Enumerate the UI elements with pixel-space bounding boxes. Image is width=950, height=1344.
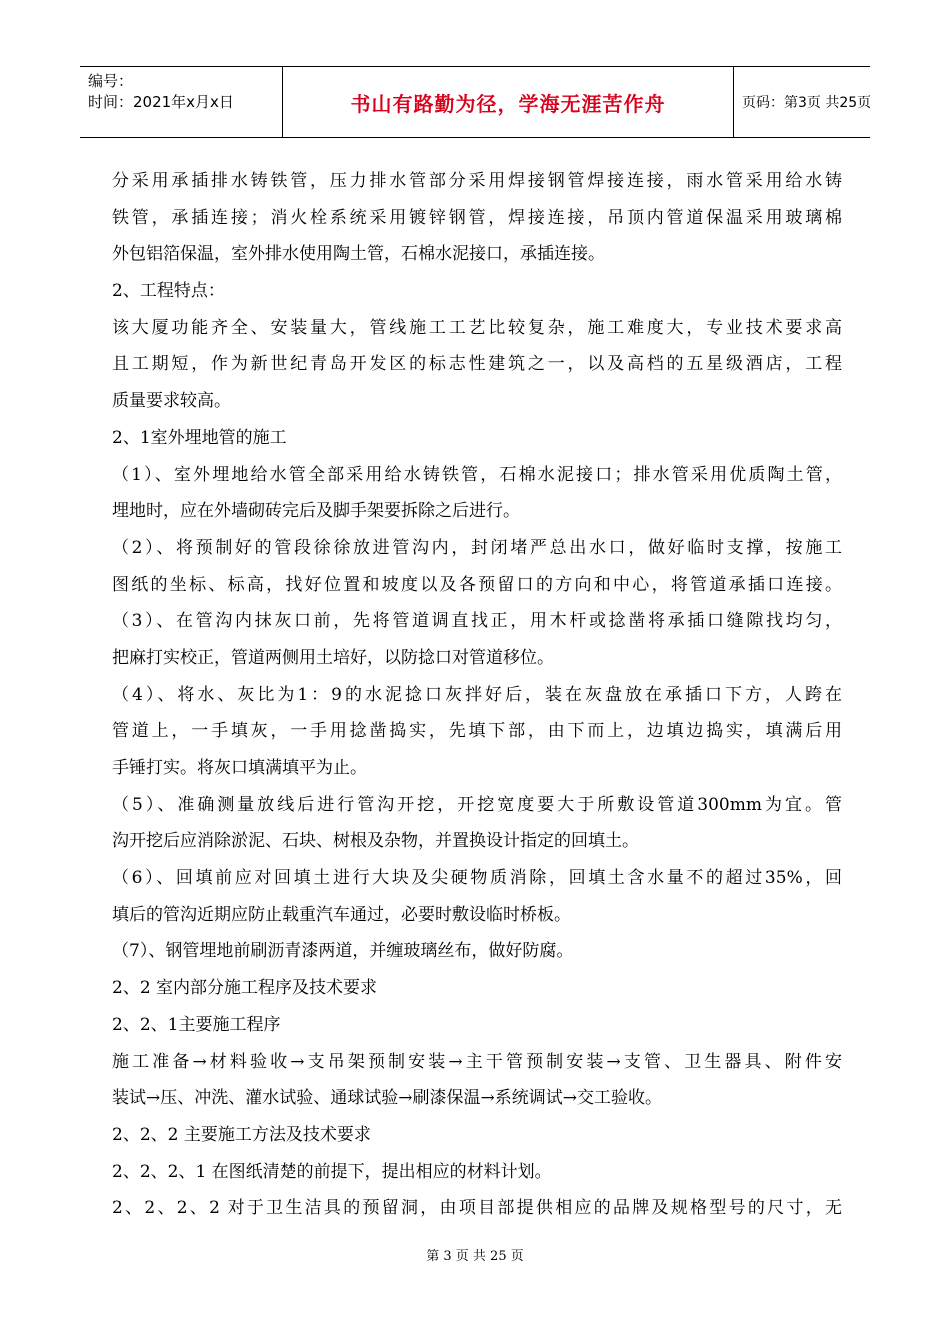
document-number-label: 编号： [88, 72, 134, 90]
body-line: 铁管，承插连接；消火栓系统采用镀锌钢管，焊接连接，吊顶内管道保温采用玻璃棉 [112, 207, 842, 228]
body-line: 沟开挖后应消除淤泥、石块、树根及杂物，并置换设计指定的回填土。 [112, 831, 639, 852]
body-line: 管道上，一手填灰，一手用捻凿捣实，先填下部，由下而上，边填边捣实，填满后用 [112, 721, 842, 742]
header-page-cell [734, 67, 870, 137]
body-line: 质量要求较高。 [112, 391, 231, 412]
body-line: 该大厦功能齐全、安装量大，管线施工工艺比较复杂，施工难度大，专业技术要求高 [112, 317, 842, 338]
body-line: 2、工程特点： [112, 281, 225, 302]
body-line: 2、2 室内部分施工程序及技术要求 [112, 978, 378, 999]
body-line: 手锤打实。将灰口填满填平为止。 [112, 758, 367, 778]
body-line: 且工期短，作为新世纪青岛开发区的标志性建筑之一，以及高档的五星级酒店，工程 [112, 354, 842, 375]
body-line: （1）、室外埋地给水管全部采用给水铸铁管，石棉水泥接口；排水管采用优质陶土管， [112, 464, 842, 485]
body-line: 图纸的坐标、标高，找好位置和坡度以及各预留口的方向和中心，将管道承插口连接。 [112, 574, 842, 595]
page-number-label: 页码：第3页 共25页 [742, 95, 872, 111]
body-line: 填后的管沟近期应防止载重汽车通过，必要时敷设临时桥板。 [112, 904, 571, 925]
body-line: （4）、将水、灰比为1：9的水泥捻口灰拌好后，装在灰盘放在承插口下方，人跨在 [112, 684, 842, 705]
body-line: （7）、钢管埋地前刷沥青漆两道，并缠玻璃丝布，做好防腐。 [112, 941, 574, 962]
body-line: 把麻打实校正，管道两侧用土培好，以防捻口对管道移位。 [112, 647, 554, 668]
body-line: 2、2、2 主要施工方法及技术要求 [112, 1124, 371, 1145]
body-line: 外包铝箔保温，室外排水使用陶土管，石棉水泥接口，承插连接。 [112, 244, 605, 265]
body-line: （2）、将预制好的管段徐徐放进管沟内，封闭堵严总出水口，做好临时支撑，按施工 [112, 537, 842, 558]
document-body [112, 163, 842, 1227]
body-line: 2、2、2、1 在图纸清楚的前提下，提出相应的材料计划。 [112, 1161, 552, 1182]
document-date-label: 时间：2021年x月x日 [88, 93, 234, 111]
body-line: 2、2、1主要施工程序 [112, 1014, 281, 1035]
header-info-cell [80, 67, 282, 137]
body-line: 装试→压、冲洗、灌水试验、通球试验→刷漆保温→系统调试→交工验收。 [112, 1088, 662, 1109]
body-line: 2、2、2、2 对于卫生洁具的预留洞，由项目部提供相应的品牌及规格型号的尺寸，无 [112, 1198, 842, 1219]
body-line: 2、1室外埋地管的施工 [112, 427, 287, 448]
body-line: （6）、回填前应对回填土进行大块及尖硬物质消除，回填土含水量不的超过35%，回 [112, 868, 842, 889]
page-header [80, 66, 870, 138]
body-line: （3）、在管沟内抹灰口前，先将管道调直找正，用木杆或捻凿将承插口缝隙找均匀， [112, 611, 842, 632]
page-footer: 第 3 页 共 25 页 [426, 1249, 524, 1264]
header-motto-cell [282, 67, 734, 137]
body-line: 分采用承插排水铸铁管，压力排水管部分采用焊接钢管焊接连接，雨水管采用给水铸 [112, 171, 842, 191]
header-motto: 书山有路勤为径，学海无涯苦作舟 [350, 91, 666, 116]
body-line: 施工准备→材料验收→支吊架预制安装→主干管预制安装→支管、卫生器具、附件安 [112, 1051, 842, 1072]
body-line: 埋地时，应在外墙砌砖完后及脚手架要拆除之后进行。 [112, 501, 520, 522]
body-line: （5）、准确测量放线后进行管沟开挖，开挖宽度要大于所敷设管道300mm为宜。管 [112, 794, 842, 815]
